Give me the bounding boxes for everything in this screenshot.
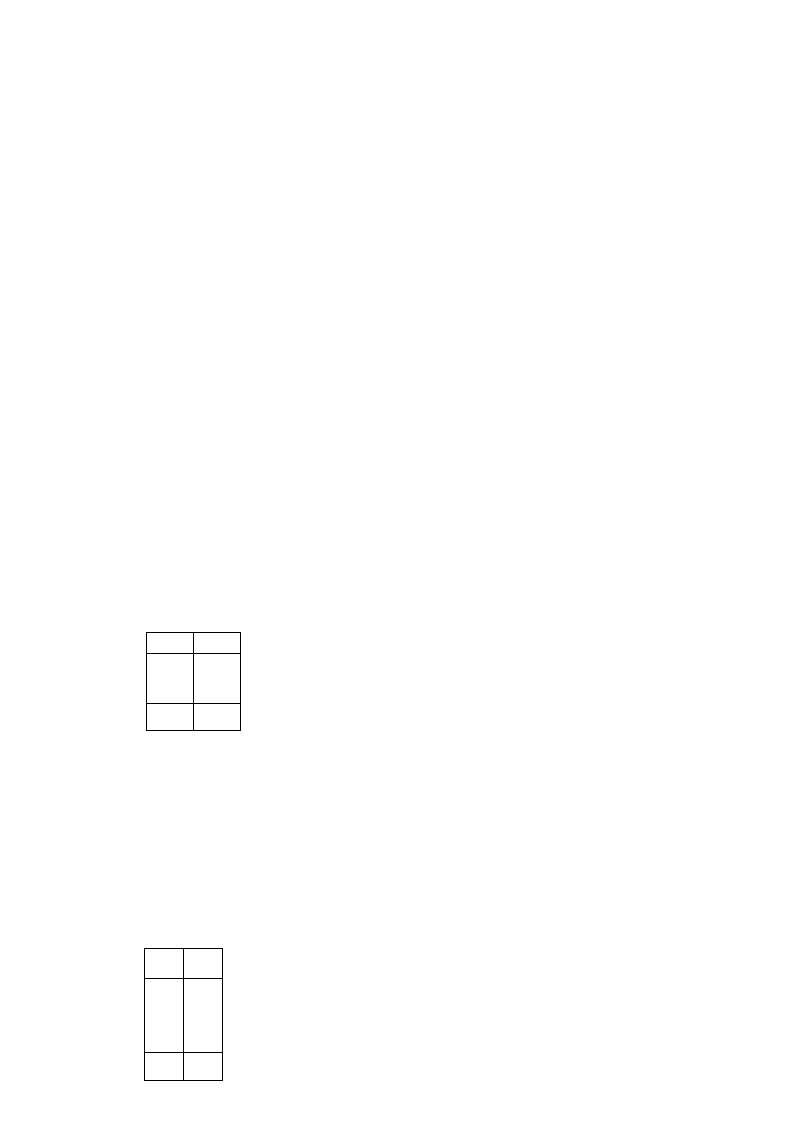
ones-header (184, 949, 223, 979)
place-value-chart (146, 632, 241, 731)
tens-cell (147, 654, 194, 704)
extra-cell (145, 1053, 184, 1081)
ones-cell (194, 704, 241, 731)
tens-cell (145, 979, 184, 1053)
ones-header (194, 633, 241, 654)
tens-cell (147, 704, 194, 731)
ones-cell (184, 979, 223, 1053)
ones-cell (194, 654, 241, 704)
tens-header (145, 949, 184, 979)
tens-header (147, 633, 194, 654)
place-value-chart-counters (144, 948, 223, 1081)
extra-cell (184, 1053, 223, 1081)
